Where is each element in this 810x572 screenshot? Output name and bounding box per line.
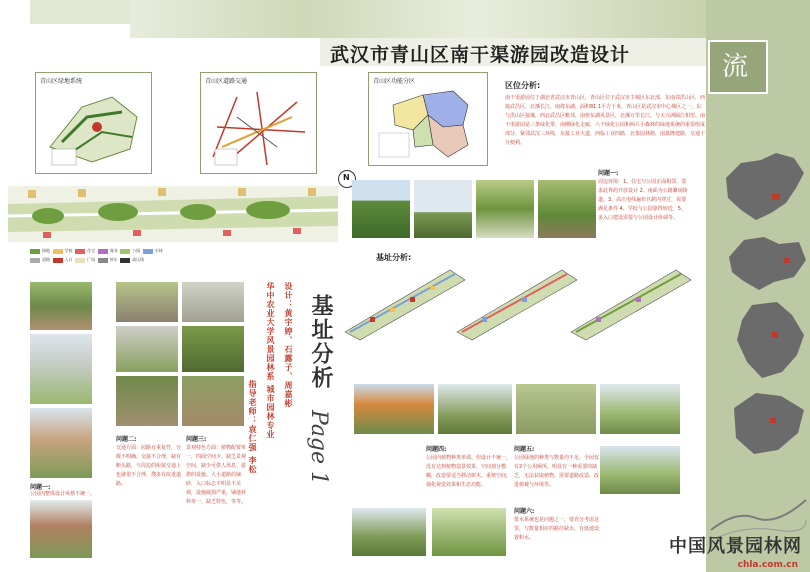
map-panel-green-system [35, 72, 152, 174]
legend-item: 入口 [53, 257, 73, 262]
site-analysis-heading: 基址分析: [376, 253, 412, 262]
vertical-section-title: 基址分析 [308, 294, 334, 390]
location-heading: 区位分析: [505, 81, 541, 90]
site-photo [182, 376, 244, 426]
page-label: Page 1 [306, 410, 331, 486]
school-text: 华中农业大学风景园林系 城市园林专业 [266, 282, 275, 439]
problem5-text: 公园绿地的种类与数量均不足，全园仅有2个公用厕所，明显有一种需要的缺乏，无法获取植物，需要道路改造，改进植被与环境等。 [514, 455, 600, 488]
site-watermark-url: chla.com.cn [737, 560, 798, 570]
site-photo [116, 282, 178, 322]
site-photo [600, 446, 680, 494]
problem6-text: 排水系统也是问题之一，要充分考虑这里，与数量相应的路径缺水，有低地设置积水。 [514, 517, 600, 541]
site-photo [30, 408, 92, 478]
legend-item: 高压线 [120, 257, 144, 262]
qingshan-map-icon [726, 388, 808, 458]
problem2-heading: 问题二: [116, 436, 137, 443]
site-plan-map [8, 186, 338, 242]
roads-map [207, 87, 311, 169]
site-plan-strip [8, 186, 338, 242]
site-photo [352, 508, 426, 556]
advisors-text: 指导老师：袁仁强 李松 [248, 380, 257, 474]
header-photo-band [130, 0, 710, 38]
site-photo [600, 384, 680, 434]
site-photo [30, 500, 92, 558]
site-photo [516, 384, 596, 434]
site-photo [182, 326, 244, 372]
legend-item: 广场 [75, 257, 95, 262]
site-photo [30, 282, 92, 330]
china-map-icon [716, 148, 808, 228]
designers-text: 设计：黄宇婷、石露子、周嘉彬 [284, 282, 293, 408]
problem1-heading: 问题一: [598, 170, 619, 177]
map-panel-label: 青山区道路交通 [205, 78, 248, 85]
site-analysis-diagram-1 [340, 262, 470, 342]
functional-zones-map [373, 85, 483, 163]
map-panel-functional-zones [368, 72, 488, 166]
problem6-heading: 问题六: [514, 508, 535, 515]
legend-item: 公园 [120, 248, 140, 253]
location-text: 南干渠游园位于湖北省武汉市青山区，青山区位于武汉市主城区东北部，东南邻洪山区，西接武昌区，北濒长江，南倚东湖，面积81.1平方千米，青山区是武汉市中心城区之一，东与洪山区接壤，西北武昌区毗邻，南傍东湖风景区，北濒万里长江，与天兴洲隔江相望。南干渠游园是三条绿化带，南侧绿化走廊，六个绿化公园和两片小森林的绿地系统的重要组成部分，紧邻武汉三环线，东接工业大道，西临工业四路，北靠园林路，南靠隆建路，交通十分便利。 [505, 95, 705, 146]
hubei-map-icon [724, 232, 808, 294]
problem-one-heading: 问题一: [30, 484, 51, 491]
problem-one-text: 公园内整体设计风格不统一。 [30, 491, 96, 497]
site-photo [476, 180, 534, 238]
site-analysis-diagram-3 [566, 262, 696, 342]
page-title: 武汉市青山区南干渠游园改造设计 [330, 44, 631, 66]
site-photo [182, 282, 244, 322]
site-photo [414, 180, 472, 238]
site-photo [116, 326, 178, 372]
site-photo [538, 180, 596, 238]
map-panel-roads [200, 72, 317, 174]
map-panel-label: 青山区功能分区 [373, 78, 416, 85]
compass-label: N [343, 173, 350, 182]
problem1-text: 周边环境：1、住宅与公园正面相邻，要求此界的开放设计 2、南面为公路繁闹街道。3、高压电线遍布且跨内穿过，需要满足条件 4、学校与公园靠得较近，5、多入口建设需要与公园设计协调等。 [598, 179, 688, 221]
site-watermark: 中国风景园林网 [669, 536, 802, 557]
legend-item: 道路 [30, 257, 50, 262]
legend-item: 停车 [98, 257, 118, 262]
site-photo [352, 180, 410, 238]
map-panel-label: 青山区绿地系统 [40, 78, 83, 85]
problem3-heading: 问题三: [186, 436, 207, 443]
site-photo [30, 334, 92, 404]
problem4-heading: 问题四: [426, 446, 447, 453]
legend-item: 商业 [98, 248, 118, 253]
header-accent-strip [30, 0, 130, 24]
problem5-heading: 问题五: [514, 446, 535, 453]
site-photo [432, 508, 506, 556]
site-photo [116, 376, 178, 426]
wuhan-map-icon [732, 300, 808, 380]
right-sidebar [706, 0, 810, 572]
problem2-text: 交通方面：园路有重复性，分级不明确，交接不合理，缺有断头路，与周边的衔接交通上也就很不合理，搜多有改进道路。 [116, 445, 182, 487]
green-system-map [42, 87, 146, 169]
legend-item: 水体 [143, 248, 163, 253]
legend-item: 学校 [53, 248, 73, 253]
legend-item: 住宅 [75, 248, 95, 253]
problem4-text: 公园内植物种类单调、但设计不统一，没有达到植物造景效果，空间划分模糊，改造要适当移动树木，重植空间，强化视觉效果和生态功能。 [426, 455, 512, 488]
site-legend [30, 246, 340, 272]
site-photo [354, 384, 434, 434]
site-analysis-diagram-2 [452, 262, 582, 342]
site-photo [438, 384, 512, 434]
sidebar-char: 流 [722, 52, 749, 82]
legend-item: 绿地 [30, 248, 50, 253]
problem3-text: 景观特色方面：植物配置单一，四面空间少，缺乏景观空间，缺少可供人休息、游憩的设施、大小道路的铺砂，入口标志不明显不美观，设施破损严重，铺地材料单一，缺乏特色，等等。 [186, 445, 247, 504]
